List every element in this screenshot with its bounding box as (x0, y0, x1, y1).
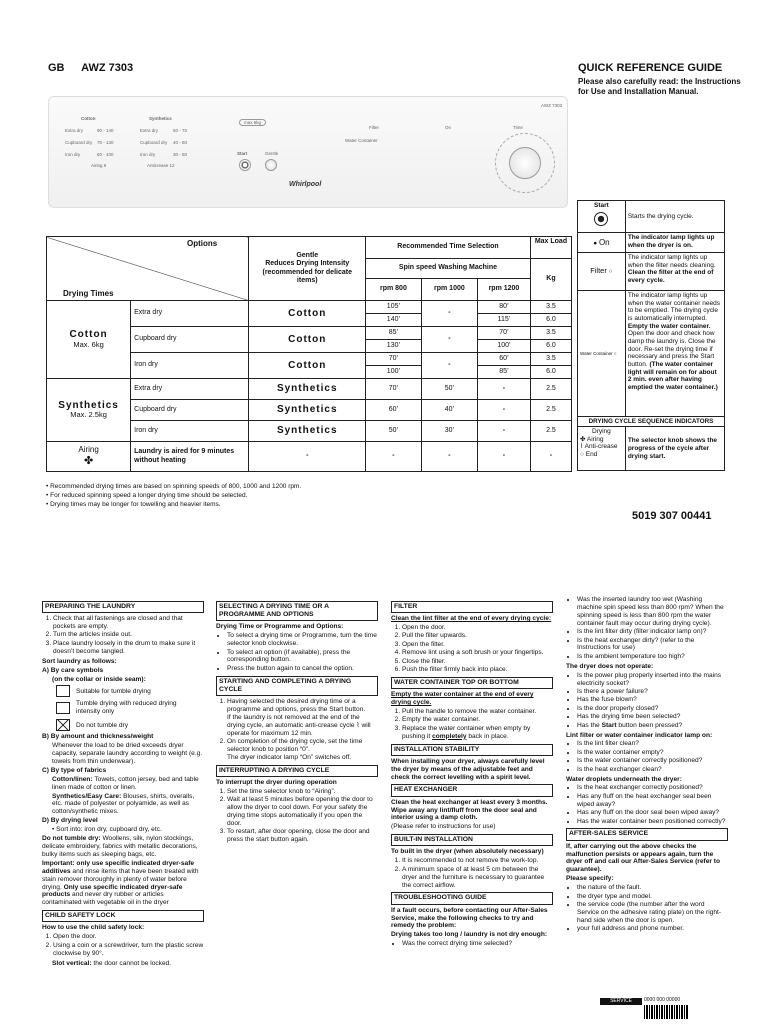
panel-airing: Airing 9 (91, 163, 107, 168)
cell: - (477, 400, 530, 421)
list-item: • Is the heat exchanger correctly positioned? (577, 784, 728, 792)
cell: - (477, 421, 530, 442)
side-water-note: (The water container light will remain on for about 2 min. even after having emptied the water container.) (627, 360, 718, 391)
trouble-text: If a fault occurs, before contacting our After-Sales Service, make the following checks to try and remedy the problem: (391, 906, 548, 930)
start-step-2: On completion of the drying cycle, set the time selector knob to position “0”. (227, 738, 363, 753)
seq-drying: Drying (592, 428, 611, 436)
start-q-b: Start (601, 721, 617, 729)
sym2-text: Tumble drying with reduced drying intensity only (76, 700, 177, 716)
sort-a: A) By care symbols (42, 666, 104, 674)
cell: 130’ (366, 340, 422, 353)
side-water-text: The indicator lamp lights up when the water container needs to be emptied. The drying cycle is automatically interrupted. (627, 292, 720, 322)
service-number: 0000 000 00000 (644, 997, 681, 1003)
list-item: • Press the button again to cancel the option. (227, 665, 378, 673)
max-load-header: Max Load (530, 237, 571, 259)
side-on-label: On (598, 237, 610, 247)
doc-title: QUICK REFERENCE GUIDE (578, 62, 723, 74)
panel-water: Water Container (345, 138, 378, 143)
cell: 50’ (421, 379, 477, 400)
water-step-3b: back in place. (466, 732, 509, 740)
panel-on: On (445, 125, 452, 130)
section-heat-exchanger: HEAT EXCHANGER (391, 784, 553, 796)
water-sub: Empty the water container at the end of every drying cycle. (391, 691, 534, 707)
section-interrupting: INTERRUPTING A DRYING CYCLE (216, 765, 378, 777)
fan-icon: ✤ (83, 454, 94, 467)
cell: 6.0 (530, 366, 571, 379)
water-step-3: Replace the water container when empty by pushing it (402, 724, 531, 740)
seq-header: DRYING CYCLE SEQUENCE INDICATORS (578, 417, 725, 427)
tumble-dry-icon (56, 685, 70, 697)
side-on-text: The indicator lamp lights up when the dryer is on. (625, 233, 724, 253)
cotton-gentle-1: Cotton (249, 301, 366, 327)
list-item: • Is the door properly closed? (577, 705, 728, 713)
cotton-gentle-2: Cotton (249, 327, 366, 353)
cell: 100’ (366, 366, 422, 379)
panel-filter: Filter (369, 125, 379, 130)
start-step-2b: The dryer indicator lamp “On” switches off. (227, 753, 352, 761)
list-item: • Is the water container empty? (577, 749, 728, 757)
row-cupboard-synth: Cupboard dry (131, 400, 249, 421)
cell: 50’ (366, 421, 422, 442)
cell: 30’ (421, 421, 477, 442)
sort-b: B) By amount and thickness/weight (42, 733, 154, 741)
cell: - (421, 301, 477, 327)
list-item: 2. Using a coin or a screwdriver, turn the plastic screw clockwise by 90°. (53, 942, 204, 958)
list-item: • Is the heat exchanger dirty? (refer to the Instructions for use) (577, 637, 728, 653)
note: Drying times may be longer for towelling and heavier items. (50, 501, 221, 509)
list-item: • Has any fluff on the heat exchanger seal been wiped away? (577, 793, 728, 809)
child-lock-how: How to use the child safety lock: (42, 924, 145, 932)
important-2: Only use specific indicated dryer-safe products (42, 883, 183, 899)
rpm1200-header: rpm 1200 (477, 279, 530, 301)
list-item: 5. Close the filter. (402, 658, 553, 666)
panel-extra-2: Extra dry (140, 128, 159, 133)
sort-d: D) By drying level (42, 817, 98, 825)
header-right (578, 62, 748, 96)
brand-logo: Whirlpool (289, 181, 322, 188)
cell: 80’ (477, 301, 530, 314)
sort-heading: Sort laundry as follows: (42, 657, 117, 665)
panel-cupboard-2: Cupboard dry (140, 140, 168, 145)
start-step-1c: will operate for maximum 12 min. (227, 721, 371, 737)
start-q: Has the (577, 721, 602, 729)
lamp-icon: ○ (608, 268, 613, 276)
airing-note: Laundry is aired for 9 minutes without heating (131, 442, 249, 472)
airing-group (47, 442, 131, 472)
cell: - (530, 442, 571, 472)
sym1-text: Suitable for tumble drying (76, 688, 151, 696)
seq-text: The selector knob shows the progress of the cycle after drying start. (625, 427, 724, 471)
anticrease-icon: ⌇ (580, 443, 584, 451)
row-extra-dry-synth: Extra dry (131, 379, 249, 400)
country-code: GB (48, 62, 65, 74)
list-item: • Has the drying time been selected? (577, 713, 728, 721)
list-item: 3. Open the filter. (402, 641, 553, 649)
list-item: 4. Remove lint using a soft brush or your fingertips. (402, 649, 553, 657)
fan-icon: ✤ (580, 435, 586, 443)
list-item: • Is there a power failure? (577, 688, 728, 696)
panel-extra: Extra dry (65, 128, 84, 133)
cell: 70’ (477, 327, 530, 340)
kg-header: Kg (530, 259, 571, 301)
dont-text: Woollens, silk, nylon stockings, delicate embroidery, fabrics with metallic decorations, bulky items such as sleeping bags, etc. (42, 835, 198, 858)
synthetics-max: Max. 2.5kg (70, 410, 107, 420)
synthetics-label: Synthetics (58, 399, 119, 411)
rpm1000-header: rpm 1000 (421, 279, 477, 301)
table-notes: • Recommended drying times are based on spinning speeds of 800, 1000 and 1200 rpm. • For reduced spinning speed a longer drying time should be selected. • Drying times may be longer for towelling and heavier items. (46, 483, 302, 509)
seq-airing: Airing (586, 435, 604, 443)
side-start-text: Starts the drying cycle. (625, 201, 724, 233)
list-item: 1. Open the door. (53, 933, 204, 941)
sort-c1: Cotton/linen: (52, 775, 93, 783)
cell: - (477, 379, 530, 400)
part-code: 5019 307 00441 (632, 510, 712, 522)
control-panel-image (48, 96, 568, 208)
list-item: 3. To restart, after door opening, close the door and press the start button again. (227, 828, 378, 844)
panel-iron: Iron dry (65, 152, 81, 157)
cell: - (366, 442, 422, 472)
list-item: • Has the water container been positioned correctly? (577, 818, 728, 826)
doc-subtitle: Please also carefully read: the Instructions for Use and Installation Manual. (578, 76, 741, 96)
column-3 (391, 598, 553, 950)
barcode-image (644, 1005, 688, 1019)
cell: 3.5 (530, 353, 571, 366)
section-stability: INSTALLATION STABILITY (391, 744, 553, 756)
cell: 60’ (366, 400, 422, 421)
column-4 (566, 596, 728, 935)
indicator-table (577, 200, 725, 471)
section-after-sales: AFTER-SALES SERVICE (566, 828, 728, 840)
panel-max-badge: max 6kg (239, 119, 266, 126)
start-q-2: button been pressed? (616, 721, 683, 729)
panel-gentle-label: Gentle (265, 151, 279, 156)
trouble-sub: Drying takes too long / laundry is not dry enough: (391, 931, 548, 939)
section-troubleshooting: TROUBLESHOOTING GUIDE (391, 892, 553, 904)
slot-text: the door cannot be locked. (91, 959, 172, 967)
section-starting: STARTING AND COMPLETING A DRYING CYCLE (216, 676, 378, 696)
panel-time: Time (513, 125, 523, 130)
section-child-lock: CHILD SAFETY LOCK (42, 910, 204, 922)
list-item: • Was the inserted laundry too wet (Washing machine spin speed less than 800 rpm? When the spinning speed is less than 800 rpm the water container fault may occur during drying cycle). (577, 596, 728, 628)
panel-start-label: Start (237, 151, 248, 156)
cell: 6.0 (530, 340, 571, 353)
list-item: • To select an option (if available), press the corresponding button. (227, 649, 378, 665)
side-water-label: Water Container (580, 350, 613, 356)
list-item: 1. Open the door. (402, 624, 553, 632)
builtin-sub: To built in the dryer (when absolutely necessary) (391, 848, 544, 856)
side-start-label: Start (594, 202, 609, 209)
list-item: • Is the ambient temperature too high? (577, 653, 728, 661)
rec-header: Recommended Time Selection (366, 237, 531, 259)
panel-iron-2: Iron dry (140, 152, 156, 157)
list-item: • Is the lint filter dirty (filter indicator lamp on)? (577, 628, 728, 636)
section-built-in: BUILT-IN INSTALLATION (391, 834, 553, 846)
synth-gentle-2: Synthetics (249, 400, 366, 421)
start-step-1: Having selected the desired drying time or a programme and options, press the Start button. (227, 698, 366, 713)
lamp-on-heading: Lint filter or water container indicator lamp on: (566, 731, 713, 739)
panel-model: AWZ 7303 (541, 103, 563, 108)
list-item: • your full address and phone number. (577, 925, 728, 933)
note: Recommended drying times are based on spinning speeds of 800, 1000 and 1200 rpm. (50, 483, 302, 490)
cell: 70’ (366, 379, 422, 400)
synthetics-group (47, 379, 131, 442)
side-filter-label: Filter (590, 266, 607, 276)
list-item: • Is the power plug properly inserted into the mains electricity socket? (577, 672, 728, 688)
sort-d-text: • Sort into: iron dry, cupboard dry, etc. (52, 826, 162, 834)
list-item: 1. Pull the handle to remove the water container. (402, 708, 553, 716)
model-name: AWZ 7303 (81, 62, 134, 74)
list-item: 2. Wait at least 5 minutes before opening the door to allow the dryer to cool down. For your safety the drying time stops automatically if you open the door. (227, 796, 378, 828)
list-item: • Is the lint filter clean? (577, 740, 728, 748)
cell: 100’ (477, 340, 530, 353)
side-filter-text: The indicator lamp lights up when the filter needs cleaning. (627, 254, 716, 269)
options-header: Options (187, 239, 218, 248)
cell: - (421, 327, 477, 353)
cell: - (421, 353, 477, 379)
anticrease-icon: ⌇ (356, 721, 360, 729)
cell: 115’ (477, 314, 530, 327)
specify-heading: Please specify: (566, 875, 614, 883)
cell: 2.5 (530, 421, 571, 442)
list-item: • the nature of the fault. (577, 884, 728, 892)
panel-start-button (239, 159, 251, 171)
cell: 3.5 (530, 327, 571, 340)
end-icon: ○ (580, 450, 584, 458)
cotton-gentle-3: Cotton (249, 353, 366, 379)
sort-c2-text: Blouses, shirts, overalls, etc. made of polyester or polyamide, as well as cotton/synthetic mixes. (52, 792, 195, 816)
important-text-2: and never dry rubber or articles contaminated with vegetable oil in the dryer (42, 891, 169, 907)
filter-sub: Clean the lint filter at the end of every drying cycle: (391, 615, 552, 623)
header-left (48, 62, 147, 75)
cell: 85’ (477, 366, 530, 379)
column-2 (216, 598, 378, 846)
cell: - (477, 442, 530, 472)
slot-label: Slot vertical: (52, 959, 92, 967)
cell: 105’ (366, 301, 422, 314)
time-selector-knob (509, 147, 541, 179)
cell: 6.0 (530, 314, 571, 327)
list-item: 2. Empty the water container. (402, 716, 553, 724)
important-text: and rinse items that have been treated with stain remover thoroughly in plenty of water before drying. (42, 867, 199, 891)
panel-c-iron: 60 - 100 (97, 152, 114, 157)
start-step-1b: If the laundry is not removed at the end of the drying cycle, an automatic anti-crease cycle (227, 713, 360, 729)
note: For reduced spinning speed a longer drying time should be selected. (50, 492, 248, 500)
cell: - (421, 442, 477, 472)
cell: 3.5 (530, 301, 571, 314)
list-item: • Has any fluff on the door seal been wiped away? (577, 809, 728, 817)
options-table (46, 236, 572, 472)
panel-s-iron: 30 - 50 (173, 152, 188, 157)
panel-s-extra: 50 - 70 (173, 128, 188, 133)
section-water-container: WATER CONTAINER TOP OR BOTTOM (391, 677, 553, 689)
cell: 140’ (366, 314, 422, 327)
after-sales-text: If, after carrying out the above checks the malfunction persists or appears again, turn the dryer off and call our After-Sales Service (refer to guarantee). (566, 842, 721, 874)
side-water-strong: Empty the water container. (627, 322, 711, 330)
row-iron-synth: Iron dry (131, 421, 249, 442)
seq-end: End (585, 450, 598, 458)
list-item: 2. Turn the articles inside out. (53, 631, 204, 639)
list-item: 1. It is recommended to not remove the work-top. (402, 857, 553, 865)
seq-anti: Anti-crease (584, 443, 618, 451)
lamp-icon: ○ (613, 350, 617, 356)
gentle-header: Gentle (296, 252, 319, 259)
heat-text: Clean the heat exchanger at least every 3 months. Wipe away any lint/fluff from the door seal and interior using a damp cloth. (391, 798, 548, 822)
cell: 40’ (421, 400, 477, 421)
cell: - (249, 442, 366, 472)
panel-c-extra: 90 - 140 (97, 128, 114, 133)
cell: 2.5 (530, 400, 571, 421)
list-item: 6. Push the filter firmly back into place. (402, 666, 553, 674)
list-item: • the service code (the number after the word Service on the adhesive rating plate) on the right-hand side when the door is open. (577, 901, 728, 925)
interrupt-sub: To interrupt the dryer during operation (216, 778, 337, 786)
airing-label: Airing (78, 445, 99, 455)
cotton-label: Cotton (69, 329, 108, 341)
list-item: • Is the heat exchanger clean? (577, 766, 728, 774)
cell: 70’ (366, 353, 422, 366)
synth-gentle-3: Synthetics (249, 421, 366, 442)
side-water-text2: Open the door and check how damp the laundry is. Close the door. Re-set the drying time if necessary and press the Start button. (627, 330, 716, 368)
synth-gentle-1: Synthetics (249, 379, 366, 400)
tumble-dry-low-icon (56, 702, 70, 714)
cell: 2.5 (530, 379, 571, 400)
row-iron-dry: Iron dry (131, 353, 249, 379)
drying-times-header: Drying Times (63, 288, 114, 298)
important-heading: Important: only use specific indicated dryer-safe additives (42, 859, 195, 875)
stability-text: When installing your dryer, always carefully level the dryer by means of the adjustable feet and check the correct levelling with a spirit level. (391, 757, 545, 781)
list-item: 2. Pull the filter upwards. (402, 632, 553, 640)
list-item: 3. Place laundry loosely in the drum to make sure it doesn’t become tangled. (53, 640, 204, 656)
droplets-heading: Water droplets underneath the dryer: (566, 775, 682, 783)
sort-c: C) By type of fabrics (42, 766, 107, 774)
panel-gentle-button (265, 159, 277, 171)
cell: 60’ (477, 353, 530, 366)
row-cupboard-dry: Cupboard dry (131, 327, 249, 353)
selecting-sub: Drying Time or Programme and Options: (216, 623, 344, 631)
panel-cupboard: Cupboard dry (65, 140, 93, 145)
list-item: 1. Check that all fastenings are closed and that pockets are empty. (53, 615, 204, 631)
sort-a2: (on the collar or inside seam): (52, 675, 146, 683)
sym3-text: Do not tumble dry (76, 721, 129, 729)
gentle-sub: Reduces Drying Intensity (265, 260, 350, 268)
section-preparing: PREPARING THE LAUNDRY (42, 601, 204, 613)
section-selecting: SELECTING A DRYING TIME OR A PROGRAMME AND OPTIONS (216, 601, 378, 621)
cotton-max: Max. 6kg (73, 339, 104, 349)
do-not-tumble-icon (56, 719, 70, 731)
dont-heading: Do not tumble dry: (42, 835, 101, 843)
panel-c-cup: 70 - 130 (97, 140, 114, 145)
not-operate-heading: The dryer does not operate: (566, 662, 654, 670)
sort-c1-text: Towels, cotton jersey, bed and table linen made of cotton or linen. (52, 775, 199, 791)
row-extra-dry: Extra dry (131, 301, 249, 327)
spin-header: Spin speed Washing Machine (366, 259, 531, 279)
list-item: 2. A minimum space of at least 5 cm between the dryer and the furniture is necessary to guarantee the correct airflow. (402, 866, 553, 890)
list-item: • the dryer type and model. (577, 893, 728, 901)
sort-b-text: Whenever the load to be dried exceeds dryer capacity, separate laundry according to weight (e.g. towels from thin underwear). (52, 742, 203, 765)
side-filter-strong: Clean the filter at the end of every cycle. (627, 269, 714, 284)
panel-cotton: Cotton (81, 116, 96, 121)
list-item: • Has the fuse blown? (577, 696, 728, 704)
rpm800-header: rpm 800 (366, 279, 422, 301)
cotton-group (47, 301, 131, 379)
panel-synthetics: Synthetics (149, 116, 172, 121)
service-label: SERVICE (600, 998, 642, 1005)
lamp-icon: ● (593, 239, 598, 247)
panel-s-cup: 40 - 60 (173, 140, 188, 145)
water-step-3-em: completely (432, 732, 467, 740)
list-item: • To select a drying time or Programme, turn the time selector knob clockwise. (227, 632, 378, 648)
start-button-icon (594, 212, 608, 226)
heat-note: (Please refer to instructions for use) (391, 823, 496, 831)
list-item: • Was the correct drying time selected? (402, 940, 553, 948)
sort-c2: Synthetics/Easy Care: (52, 792, 122, 800)
gentle-note: (recommended for delicate items) (262, 268, 352, 284)
panel-anti: Anticrease 12 (147, 163, 175, 168)
section-filter: FILTER (391, 601, 553, 613)
column-1 (42, 598, 204, 968)
list-item: 1. Set the time selector knob to “Airing”. (227, 788, 378, 796)
list-item: • Is the water container correctly positioned? (577, 757, 728, 765)
cell: 85’ (366, 327, 422, 340)
